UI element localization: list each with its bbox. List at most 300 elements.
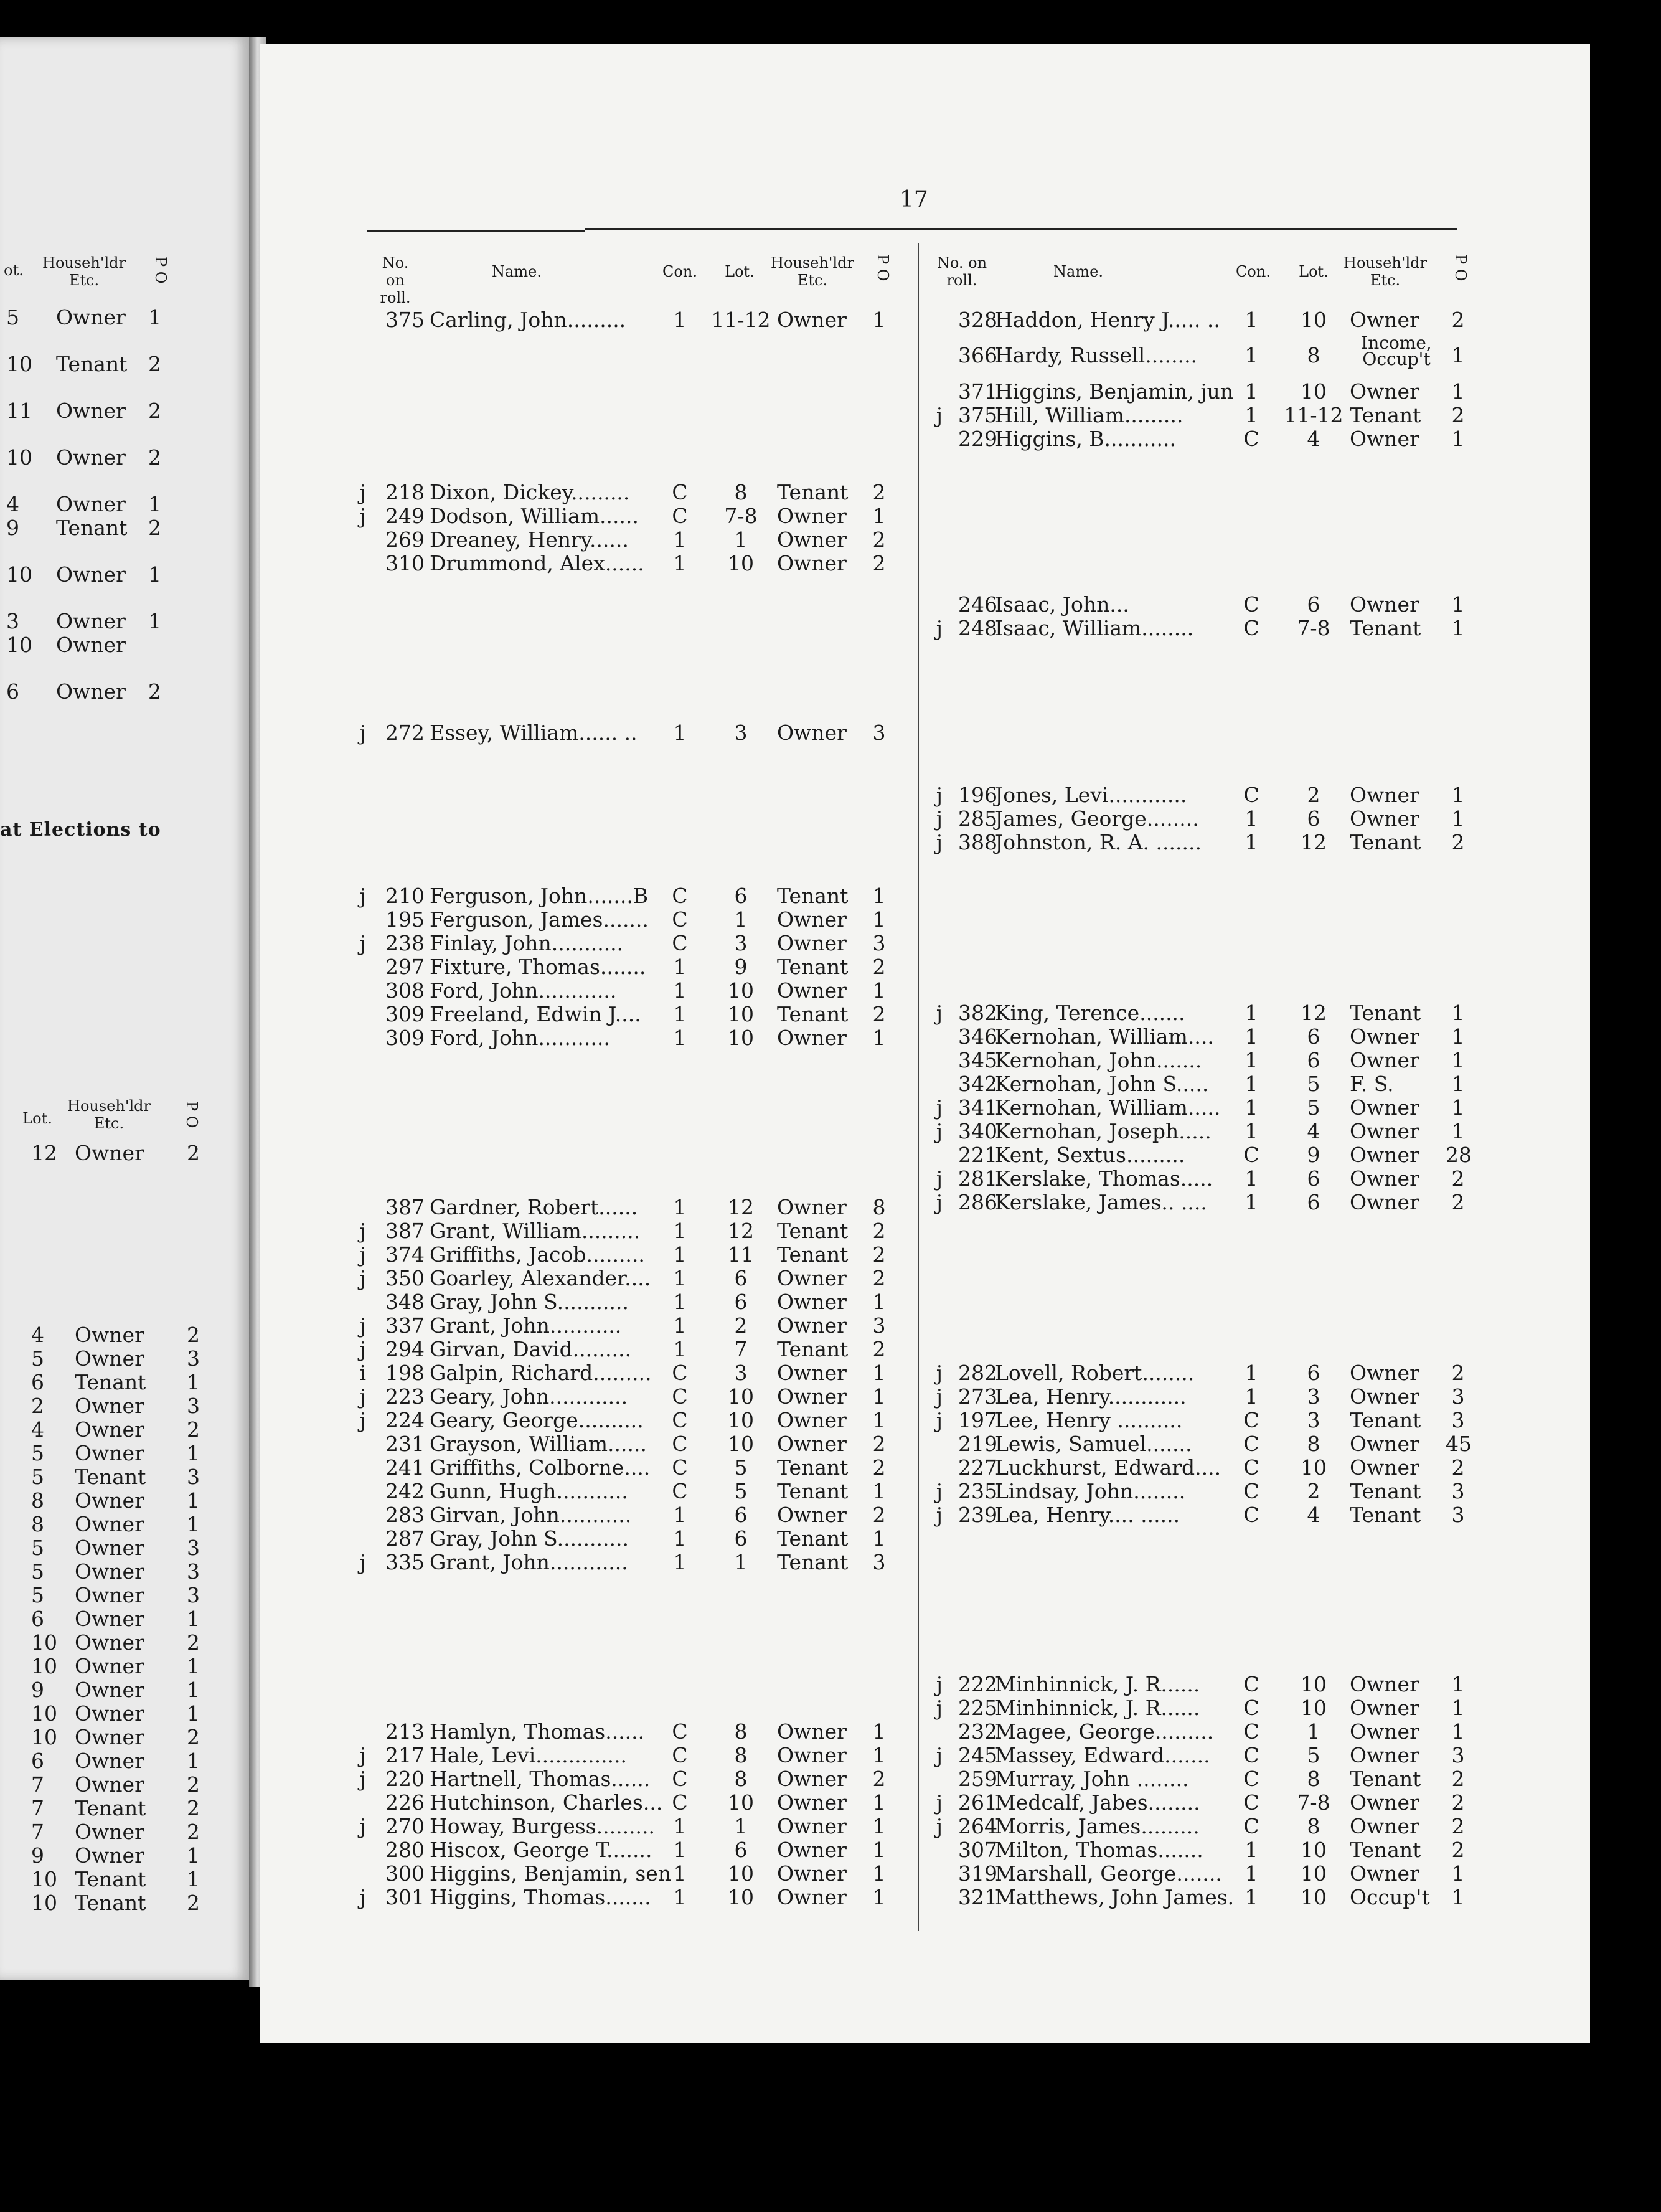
lot-number: 6 xyxy=(1307,1048,1320,1072)
voter-name: Milton, Thomas....... xyxy=(995,1838,1203,1862)
polling-office: 28 xyxy=(1446,1143,1472,1167)
lot-number: 6 xyxy=(6,679,19,704)
polling-office: 1 xyxy=(872,1885,886,1909)
roll-number: 227 xyxy=(958,1455,997,1480)
concession: C xyxy=(1243,1143,1259,1167)
voter-name: Girvan, David......... xyxy=(430,1337,632,1361)
polling-office: 1 xyxy=(872,1526,886,1551)
polling-office: 1 xyxy=(872,1408,886,1432)
voter-name: Freeland, Edwin J.... xyxy=(430,1002,641,1026)
polling-office: 2 xyxy=(872,1455,886,1480)
voter-name: Grayson, William...... xyxy=(430,1432,647,1456)
householder-status: Owner xyxy=(777,1313,847,1338)
polling-office: 2 xyxy=(872,1002,886,1026)
roll-number: 269 xyxy=(385,527,425,552)
concession: 1 xyxy=(1245,830,1258,854)
householder-status: Owner xyxy=(75,1512,144,1536)
householder-status: Tenant xyxy=(777,955,849,979)
voter-name: Griffiths, Colborne.... xyxy=(430,1455,651,1480)
polling-office: 1 xyxy=(187,1607,200,1631)
householder-status: Owner xyxy=(75,1323,144,1347)
householder-status: Owner xyxy=(75,1441,144,1465)
left-page-heading-text: at Elections to xyxy=(0,819,161,841)
concession: C xyxy=(672,1479,688,1503)
householder-status: Owner xyxy=(1350,427,1419,451)
concession: C xyxy=(672,1432,688,1456)
voter-name: Dixon, Dickey......... xyxy=(430,480,630,504)
concession: 1 xyxy=(673,1313,687,1338)
polling-office: 2 xyxy=(187,1725,200,1749)
polling-office: 1 xyxy=(1451,1001,1465,1025)
lot-number: 3 xyxy=(734,1361,748,1385)
row-marker: j xyxy=(359,721,366,745)
polling-office: 1 xyxy=(1451,592,1465,617)
householder-status: Owner xyxy=(777,931,847,955)
polling-office: 2 xyxy=(872,955,886,979)
voter-name: Hamlyn, Thomas...... xyxy=(430,1719,645,1744)
lot-number: 11-12 xyxy=(711,308,771,332)
polling-office: 1 xyxy=(148,305,161,329)
voter-name: Finlay, John........... xyxy=(430,931,624,955)
roll-number: 280 xyxy=(385,1838,425,1862)
polling-office: 1 xyxy=(872,1361,886,1385)
voter-name: Hardy, Russell........ xyxy=(995,343,1198,367)
row-marker: j xyxy=(359,1384,366,1409)
householder-status: Owner xyxy=(56,445,126,470)
lot-number: 10 xyxy=(31,1701,57,1726)
voter-name: Kernohan, William.... xyxy=(995,1024,1214,1049)
householder-status: Owner xyxy=(777,978,847,1003)
lot-number: 10 xyxy=(728,978,754,1003)
polling-office: 8 xyxy=(872,1195,886,1219)
roll-number: 388 xyxy=(958,830,997,854)
voter-name: Grant, John............ xyxy=(430,1550,628,1574)
lot-number: 5 xyxy=(31,1559,44,1584)
lot-number: 3 xyxy=(734,721,748,745)
householder-status: Owner xyxy=(777,1790,847,1815)
voter-name: Lee, Henry .......... xyxy=(995,1408,1183,1432)
header-no-on-roll: No. on roll. xyxy=(380,254,411,306)
polling-office: 1 xyxy=(872,1743,886,1767)
header-po-right: P O xyxy=(1452,254,1469,281)
row-marker: j xyxy=(936,1384,943,1409)
polling-office: 1 xyxy=(1451,1696,1465,1720)
lot-number: 2 xyxy=(734,1313,748,1338)
voter-name: Kerslake, James.. .... xyxy=(995,1190,1207,1214)
voter-name: Hutchinson, Charles... xyxy=(430,1790,663,1815)
voter-name: Kernohan, John....... xyxy=(995,1048,1202,1072)
roll-number: 340 xyxy=(958,1119,997,1143)
roll-number: 223 xyxy=(385,1384,425,1409)
roll-number: 294 xyxy=(385,1337,425,1361)
concession: 1 xyxy=(673,1526,687,1551)
polling-office: 2 xyxy=(148,352,161,376)
concession: C xyxy=(672,1767,688,1791)
voter-name: Haddon, Henry J..... .. xyxy=(995,308,1220,332)
voter-name: Griffiths, Jacob......... xyxy=(430,1242,645,1267)
roll-number: 371 xyxy=(958,379,997,404)
householder-status: Owner xyxy=(1350,783,1419,807)
voter-name: Kent, Sextus......... xyxy=(995,1143,1185,1167)
roll-number: 335 xyxy=(385,1550,425,1574)
householder-status: Owner xyxy=(777,1195,847,1219)
concession: 1 xyxy=(673,1337,687,1361)
polling-office: 2 xyxy=(187,1630,200,1655)
row-marker: j xyxy=(359,1550,366,1574)
householder-status: Tenant xyxy=(75,1867,146,1891)
lot-number: 3 xyxy=(1307,1408,1320,1432)
voter-name: Marshall, George....... xyxy=(995,1861,1222,1886)
roll-number: 374 xyxy=(385,1242,425,1267)
householder-status: Owner xyxy=(777,1384,847,1409)
polling-office: 3 xyxy=(1451,1384,1465,1409)
roll-number: 238 xyxy=(385,931,425,955)
roll-number: 375 xyxy=(958,403,997,427)
polling-office: 1 xyxy=(1451,427,1465,451)
voter-name: Massey, Edward....... xyxy=(995,1743,1210,1767)
householder-status: Owner xyxy=(1350,1143,1419,1167)
lot-number: 6 xyxy=(1307,592,1320,617)
householder-status: Owner xyxy=(1350,1119,1419,1143)
householder-status: Owner xyxy=(777,1719,847,1744)
polling-office: 2 xyxy=(872,1266,886,1290)
householder-status: Owner xyxy=(1350,1190,1419,1214)
householder-status: Owner xyxy=(1350,1095,1419,1120)
roll-number: 239 xyxy=(958,1503,997,1527)
polling-office: 2 xyxy=(1451,1455,1465,1480)
polling-office: 1 xyxy=(1451,1072,1465,1096)
householder-status: Tenant xyxy=(1350,1001,1421,1025)
householder-status: Owner xyxy=(777,1361,847,1385)
concession: 1 xyxy=(673,1814,687,1838)
polling-office: 2 xyxy=(1451,1767,1465,1791)
lot-number: 5 xyxy=(31,1346,44,1371)
concession: 1 xyxy=(1245,403,1258,427)
lot-number: 6 xyxy=(734,1290,748,1314)
householder-status: Owner xyxy=(1350,1384,1419,1409)
roll-number: 283 xyxy=(385,1503,425,1527)
householder-status: Owner xyxy=(777,1266,847,1290)
concession: 1 xyxy=(673,721,687,745)
householder-status: Owner xyxy=(1350,1861,1419,1886)
header-name: Name. xyxy=(492,263,542,280)
polling-office: 1 xyxy=(872,978,886,1003)
voter-name: Kernohan, John S..... xyxy=(995,1072,1209,1096)
lot-number: 5 xyxy=(31,1465,44,1489)
polling-office: 3 xyxy=(872,721,886,745)
polling-office: 1 xyxy=(1451,379,1465,404)
row-marker: j xyxy=(936,1790,943,1815)
roll-number: 337 xyxy=(385,1313,425,1338)
concession: C xyxy=(672,1384,688,1409)
lot-number: 1 xyxy=(734,1814,748,1838)
lot-number: 2 xyxy=(1307,783,1320,807)
householder-status: Owner xyxy=(1350,1361,1419,1385)
polling-office: 3 xyxy=(187,1559,200,1584)
lot-number: 10 xyxy=(1301,1696,1327,1720)
polling-office: 2 xyxy=(1451,1166,1465,1191)
polling-office: 1 xyxy=(1451,1095,1465,1120)
lot-number: 1 xyxy=(1307,1719,1320,1744)
concession: C xyxy=(672,1790,688,1815)
voter-name: Higgins, Thomas....... xyxy=(430,1885,651,1909)
polling-office: 3 xyxy=(187,1394,200,1418)
roll-number: 273 xyxy=(958,1384,997,1409)
concession: C xyxy=(1243,427,1259,451)
concession: C xyxy=(672,1361,688,1385)
roll-number: 261 xyxy=(958,1790,997,1815)
roll-number: 213 xyxy=(385,1719,425,1744)
householder-status: Income, Occup't xyxy=(1361,333,1432,369)
roll-number: 226 xyxy=(385,1790,425,1815)
concession: 1 xyxy=(673,1242,687,1267)
voter-name: James, George........ xyxy=(995,806,1199,831)
householder-status: Tenant xyxy=(1350,1838,1421,1862)
concession: C xyxy=(1243,1767,1259,1791)
householder-status: Owner xyxy=(75,1607,144,1631)
concession: 1 xyxy=(1245,1190,1258,1214)
voter-name: Higgins, Benjamin, sen xyxy=(430,1861,672,1886)
householder-status: Owner xyxy=(1350,592,1419,617)
concession: C xyxy=(672,907,688,932)
lot-number: 11 xyxy=(6,399,32,423)
lot-number: 8 xyxy=(31,1512,44,1536)
roll-number: 387 xyxy=(385,1195,425,1219)
row-marker: j xyxy=(359,1337,366,1361)
roll-number: 341 xyxy=(958,1095,997,1120)
householder-status: Owner xyxy=(1350,1696,1419,1720)
lot-number: 4 xyxy=(31,1323,44,1347)
polling-office: 1 xyxy=(1451,1024,1465,1049)
lot-number: 12 xyxy=(31,1141,57,1165)
householder-status: Tenant xyxy=(1350,616,1421,640)
householder-status: Owner xyxy=(777,1503,847,1527)
voter-name: Grant, William......... xyxy=(430,1219,641,1243)
householder-status: Owner xyxy=(777,721,847,745)
lot-number: 1 xyxy=(734,907,748,932)
row-marker: j xyxy=(936,1743,943,1767)
concession: 1 xyxy=(1245,1095,1258,1120)
lot-number: 3 xyxy=(1307,1384,1320,1409)
roll-number: 307 xyxy=(958,1838,997,1862)
householder-status: Owner xyxy=(56,305,126,329)
householder-status: Owner xyxy=(777,1290,847,1314)
householder-status: Owner xyxy=(75,1843,144,1868)
lot-number: 5 xyxy=(31,1583,44,1607)
header-househ: Househ'ldr Etc. xyxy=(771,254,854,289)
roll-number: 348 xyxy=(385,1290,425,1314)
row-marker: j xyxy=(359,1885,366,1909)
lot-number: 10 xyxy=(31,1725,57,1749)
roll-number: 219 xyxy=(958,1432,997,1456)
voter-name: Hiscox, George T....... xyxy=(430,1838,652,1862)
row-marker: j xyxy=(936,1095,943,1120)
polling-office: 1 xyxy=(187,1488,200,1513)
householder-status: F. S. xyxy=(1350,1072,1394,1096)
concession: 1 xyxy=(1245,1361,1258,1385)
concession: 1 xyxy=(1245,1119,1258,1143)
roll-number: 270 xyxy=(385,1814,425,1838)
lot-number: 10 xyxy=(728,1026,754,1050)
voter-name: Carling, John......... xyxy=(430,308,626,332)
concession: C xyxy=(1243,1672,1259,1696)
lot-number: 5 xyxy=(31,1536,44,1560)
householder-status: Occup't xyxy=(1350,1885,1430,1909)
lot-number: 6 xyxy=(31,1749,44,1773)
polling-office: 1 xyxy=(872,1790,886,1815)
concession: 1 xyxy=(673,1266,687,1290)
polling-office: 1 xyxy=(1451,616,1465,640)
lot-number: 5 xyxy=(1307,1095,1320,1120)
lot-number: 10 xyxy=(6,445,32,470)
roll-number: 196 xyxy=(958,783,997,807)
lot-number: 8 xyxy=(734,1743,748,1767)
householder-status: Owner xyxy=(56,492,126,516)
roll-number: 286 xyxy=(958,1190,997,1214)
voter-name: Howay, Burgess......... xyxy=(430,1814,656,1838)
concession: 1 xyxy=(1245,1048,1258,1072)
voter-name: Magee, George......... xyxy=(995,1719,1214,1744)
voter-name: Galpin, Richard......... xyxy=(430,1361,652,1385)
polling-office: 3 xyxy=(187,1536,200,1560)
voter-name: Hartnell, Thomas...... xyxy=(430,1767,651,1791)
polling-office: 3 xyxy=(187,1583,200,1607)
lot-number: 2 xyxy=(31,1394,44,1418)
header-con-right: Con. xyxy=(1236,263,1271,280)
polling-office: 1 xyxy=(187,1654,200,1678)
concession: 1 xyxy=(673,1503,687,1527)
polling-office: 2 xyxy=(1451,1814,1465,1838)
left-page-header2-househ: Househ'ldr Etc. xyxy=(67,1097,151,1132)
householder-status: Owner xyxy=(1350,1743,1419,1767)
lot-number: 10 xyxy=(728,1384,754,1409)
voter-name: Minhinnick, J. R...... xyxy=(995,1672,1200,1696)
lot-number: 6 xyxy=(734,1266,748,1290)
polling-office: 1 xyxy=(872,504,886,528)
lot-number: 7-8 xyxy=(724,504,758,528)
polling-office: 2 xyxy=(1451,1838,1465,1862)
householder-status: Tenant xyxy=(777,1219,849,1243)
polling-office: 1 xyxy=(148,609,161,633)
voter-name: Jones, Levi............ xyxy=(995,783,1187,807)
left-page-header-po: P O xyxy=(152,257,169,284)
polling-office: 2 xyxy=(187,1772,200,1797)
householder-status: Owner xyxy=(1350,1455,1419,1480)
concession: 1 xyxy=(673,551,687,575)
roll-number: 310 xyxy=(385,551,425,575)
lot-number: 7-8 xyxy=(1297,616,1330,640)
roll-number: 328 xyxy=(958,308,997,332)
concession: C xyxy=(672,504,688,528)
voter-name: Higgins, Benjamin, jun xyxy=(995,379,1234,404)
householder-status: Owner xyxy=(75,1701,144,1726)
householder-status: Tenant xyxy=(777,480,849,504)
lot-number: 10 xyxy=(728,1002,754,1026)
concession: 1 xyxy=(1245,1861,1258,1886)
lot-number: 4 xyxy=(1307,1119,1320,1143)
lot-number: 8 xyxy=(1307,1432,1320,1456)
polling-office: 2 xyxy=(872,1242,886,1267)
row-marker: j xyxy=(936,1001,943,1025)
householder-status: Owner xyxy=(1350,1048,1419,1072)
lot-number: 5 xyxy=(6,305,19,329)
concession: 1 xyxy=(1245,1072,1258,1096)
polling-office: 2 xyxy=(872,527,886,552)
lot-number: 3 xyxy=(6,609,19,633)
polling-office: 2 xyxy=(187,1323,200,1347)
voter-name: Geary, John............ xyxy=(430,1384,628,1409)
voter-name: Kernohan, Joseph..... xyxy=(995,1119,1212,1143)
polling-office: 1 xyxy=(187,1512,200,1536)
row-marker: j xyxy=(359,1266,366,1290)
roll-number: 366 xyxy=(958,343,997,367)
polling-office: 1 xyxy=(1451,1672,1465,1696)
polling-office: 3 xyxy=(872,1313,886,1338)
householder-status: Tenant xyxy=(777,1479,849,1503)
roll-number: 241 xyxy=(385,1455,425,1480)
polling-office: 3 xyxy=(187,1465,200,1489)
lot-number: 3 xyxy=(734,931,748,955)
lot-number: 10 xyxy=(1301,1885,1327,1909)
row-marker: j xyxy=(359,1242,366,1267)
roll-number: 375 xyxy=(385,308,425,332)
lot-number: 8 xyxy=(1307,1767,1320,1791)
lot-number: 5 xyxy=(734,1479,748,1503)
lot-number: 10 xyxy=(31,1654,57,1678)
polling-office: 1 xyxy=(1451,343,1465,367)
concession: C xyxy=(1243,1814,1259,1838)
left-page-header2-lot: Lot. xyxy=(22,1110,52,1127)
householder-status: Owner xyxy=(56,633,126,657)
polling-office: 2 xyxy=(187,1417,200,1442)
lot-number: 8 xyxy=(1307,343,1320,367)
lot-number: 10 xyxy=(728,1432,754,1456)
concession: 1 xyxy=(1245,379,1258,404)
roll-number: 287 xyxy=(385,1526,425,1551)
concession: C xyxy=(1243,592,1259,617)
row-marker: j xyxy=(359,1313,366,1338)
lot-number: 2 xyxy=(1307,1479,1320,1503)
roll-number: 281 xyxy=(958,1166,997,1191)
roll-number: 195 xyxy=(385,907,425,932)
householder-status: Tenant xyxy=(777,1455,849,1480)
row-marker: j xyxy=(359,1219,366,1243)
roll-number: 387 xyxy=(385,1219,425,1243)
householder-status: Owner xyxy=(777,1432,847,1456)
voter-name: Isaac, William........ xyxy=(995,616,1194,640)
row-marker: j xyxy=(359,1743,366,1767)
lot-number: 1 xyxy=(734,527,748,552)
roll-number: 198 xyxy=(385,1361,425,1385)
roll-number: 382 xyxy=(958,1001,997,1025)
voter-name: Kerslake, Thomas..... xyxy=(995,1166,1213,1191)
polling-office: 2 xyxy=(148,679,161,704)
roll-number: 249 xyxy=(385,504,425,528)
concession: 1 xyxy=(1245,1166,1258,1191)
polling-office: 1 xyxy=(187,1843,200,1868)
lot-number: 10 xyxy=(1301,379,1327,404)
polling-office: 3 xyxy=(872,931,886,955)
polling-office: 2 xyxy=(1451,1790,1465,1815)
lot-number: 10 xyxy=(6,562,32,587)
householder-status: Owner xyxy=(1350,379,1419,404)
householder-status: Owner xyxy=(777,527,847,552)
polling-office: 1 xyxy=(1451,1119,1465,1143)
polling-office: 1 xyxy=(872,1384,886,1409)
polling-office: 2 xyxy=(1451,1190,1465,1214)
roll-number: 264 xyxy=(958,1814,997,1838)
concession: C xyxy=(1243,783,1259,807)
